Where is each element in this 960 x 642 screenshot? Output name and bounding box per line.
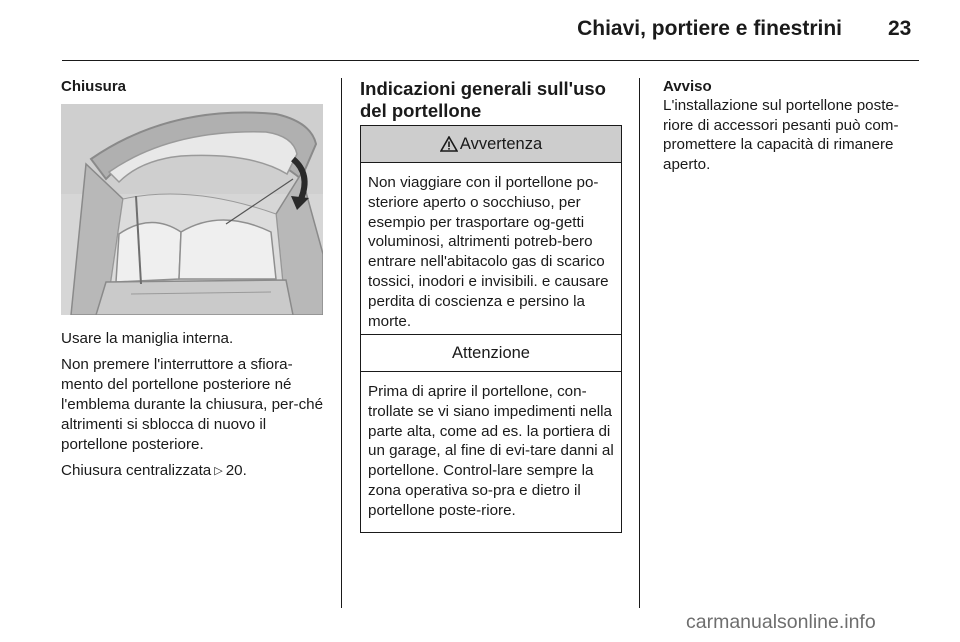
- caution-title: Attenzione: [452, 343, 530, 362]
- column-1: [61, 78, 326, 479]
- notice-heading: Avviso: [663, 78, 712, 95]
- cross-reference-page: 20.: [225, 462, 247, 479]
- section-heading-portellone: Indicazioni generali sull'uso del portellone: [360, 78, 606, 121]
- watermark: carmanualsonline.info: [686, 611, 876, 633]
- page-number: 23: [888, 17, 912, 40]
- warning-box-header: [361, 126, 621, 163]
- warning-title: Avvertenza: [459, 134, 543, 153]
- column-divider-left: [341, 78, 342, 608]
- section-heading-chiusura: Chiusura: [61, 78, 127, 95]
- header-rule: [62, 60, 919, 61]
- running-header-title: Chiavi, portiere e finestrini: [577, 17, 842, 40]
- cross-reference: [61, 461, 326, 481]
- column-divider-right: [639, 78, 640, 608]
- caution-text: Prima di aprire il portellone, con-trollate se vi siano impedimenti nella parte alta, come ad es. la portiera di un garage, al fine di evi-tare danni al portellone. Control-lare sempre la zona operativa so-pra e dietro il portellone poste-riore.: [368, 383, 614, 519]
- paragraph-2: Non premere l'interruttore a sfiora-mento del portellone posteriore né l'emblema durante la chiusura, per-ché altrimenti si sblocca di nuovo il portellone posteriore.: [61, 356, 324, 453]
- paragraph-1: Usare la maniglia interna.: [61, 330, 234, 347]
- paragraphs: [61, 329, 326, 487]
- notice-text: L'installazione sul portellone poste-riore di accessori pesanti può com-promettere la capacità di rimanere aperto.: [663, 97, 899, 173]
- caution-box: [360, 334, 622, 533]
- column-2: [360, 78, 623, 519]
- cross-reference-text: Chiusura centralizzata: [61, 462, 212, 479]
- warning-box: [360, 125, 622, 343]
- warning-triangle-icon: [440, 136, 458, 152]
- warning-text: Non viaggiare con il portellone po-steriore aperto o socchiuso, per esempio per trasportare og-getti voluminosi, altrimenti potreb-bero entrare nell'abitacolo gas di scarico tossici, inodori e invisibili. e causare perdita di coscienza e persino la morte.: [368, 174, 609, 330]
- tailgate-photo: [61, 104, 323, 315]
- page-reference-arrow-icon: ▷: [214, 465, 223, 477]
- column-3: [663, 78, 923, 174]
- caution-box-header: [361, 335, 621, 372]
- tailgate-illustration: [61, 104, 323, 315]
